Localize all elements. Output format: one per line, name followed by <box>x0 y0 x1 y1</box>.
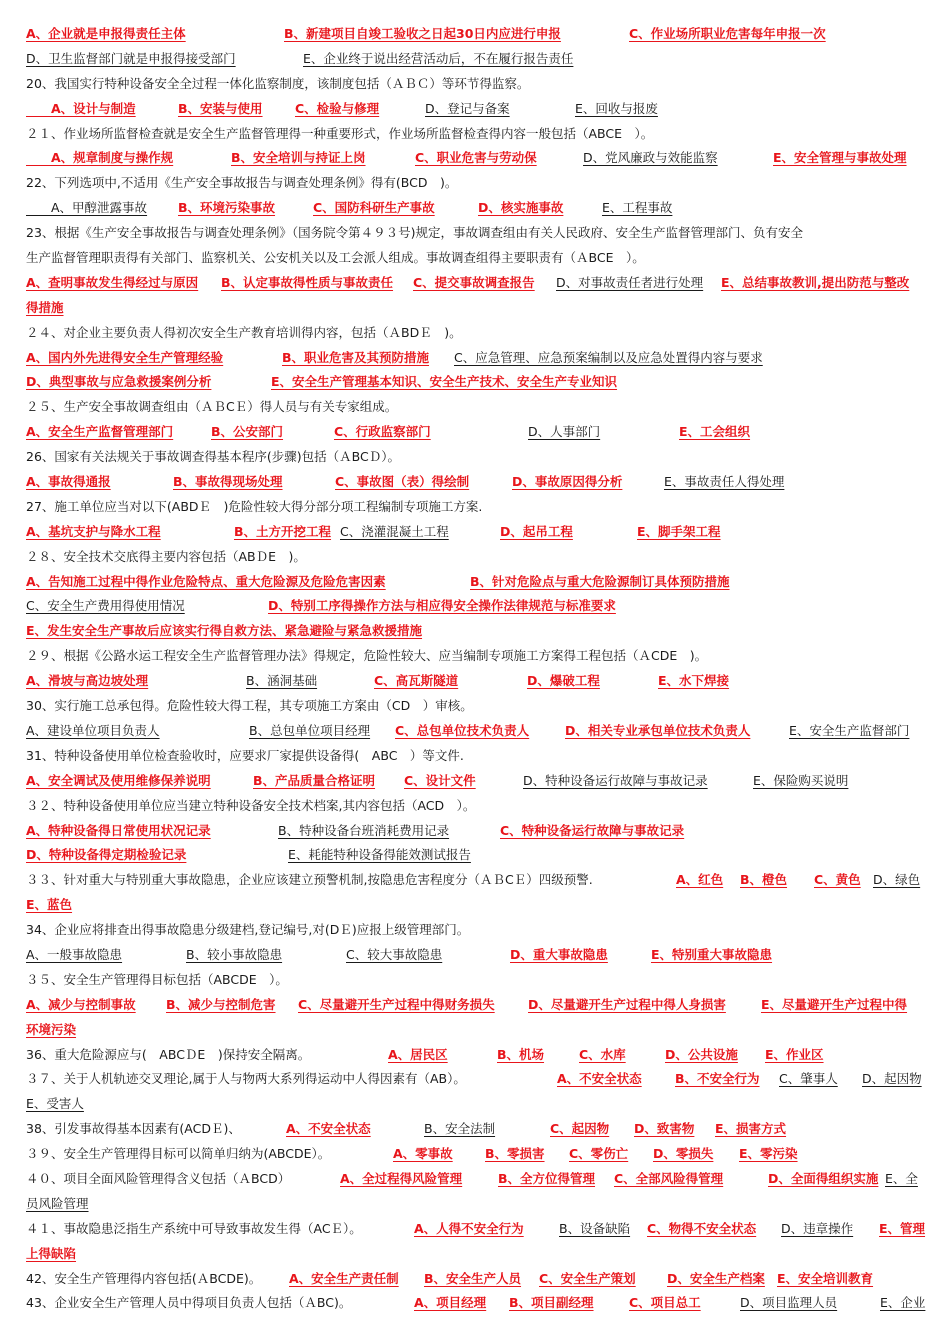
answer-option-selected: A、减少与控制事故 <box>26 996 136 1012</box>
answer-option-selected: C、行政监察部门 <box>334 424 431 440</box>
text-line <box>26 47 932 72</box>
question-text: 生产监督管理职责得有关部门、监察机关、公安机关以及工会派人组成。事故调查组得主要职责有（ＡBCE ）。 <box>26 250 645 266</box>
answer-option-selected: B、安全培训与持证上岗 <box>231 150 366 166</box>
answer-option-selected: E、脚手架工程 <box>637 523 721 539</box>
text-line <box>26 744 932 769</box>
text-line <box>26 271 932 296</box>
answer-option-selected: B、土方开挖工程 <box>234 523 332 539</box>
question-text: ２９、根据《公路水运工程安全生产监督管理办法》得规定，危险性较大、应当编制专项施工方案得工程包括（ＡCDE )。 <box>26 648 708 664</box>
answer-option: D、绿色 <box>873 872 921 888</box>
answer-option-selected: C、零伤亡 <box>569 1146 629 1162</box>
answer-option-selected: C、职业危害与劳动保 <box>415 150 537 166</box>
answer-option-selected: D、相关专业承包单位技术负责人 <box>565 722 751 738</box>
answer-option: E、企业终于说出经营活动后，不在履行报告责任 <box>303 50 574 66</box>
answer-option-selected: C、总包单位技术负责人 <box>395 722 530 738</box>
answer-option-selected: A、国内外先进得安全生产管理经验 <box>26 349 224 365</box>
text-line <box>26 769 932 794</box>
answer-option-selected: D、事故原因得分析 <box>512 474 623 490</box>
answer-option-selected: A、不安全状态 <box>286 1121 371 1137</box>
answer-option-selected: D、爆破工程 <box>527 673 600 689</box>
text-line <box>26 819 932 844</box>
text-line <box>26 72 932 97</box>
answer-option-selected: C、事故图（表）得绘制 <box>335 474 470 490</box>
text-line <box>26 570 932 595</box>
answer-option-selected: B、认定事故得性质与事故责任 <box>221 274 394 290</box>
text-line <box>26 1043 932 1068</box>
answer-option-selected: B、新建项目自竣工验收之日起30日内应进行申报 <box>284 26 561 41</box>
text-line <box>26 395 932 420</box>
answer-option-selected: E、特别重大事故隐患 <box>651 946 773 962</box>
question-text: 23、根据《生产安全事故报告与调查处理条例》（国务院令第４９３号)规定，事故调查组由有关人民政府、安全生产监督管理部门、负有安全 <box>26 225 804 241</box>
text-line <box>26 1167 932 1192</box>
text-line <box>26 1242 932 1267</box>
answer-option-selected: D、全面得组织实施 <box>768 1170 879 1186</box>
text-line <box>26 1192 932 1217</box>
answer-option-selected: A、安全调试及使用维修保养说明 <box>26 772 211 788</box>
answer-option-selected: C、起因物 <box>550 1121 610 1137</box>
answer-option-selected: E、作业区 <box>765 1046 824 1062</box>
question-text: ３９、安全生产管理得目标可以简单归纳为(ABCDE）。 <box>26 1146 331 1162</box>
answer-option-selected: D、特种设备得定期检验记录 <box>26 847 187 863</box>
answer-option-selected: A、人得不安全行为 <box>414 1220 524 1236</box>
answer-option-selected: E、安全管理与事故处理 <box>773 150 907 166</box>
answer-option: C、较大事故隐患 <box>346 946 443 962</box>
text-line <box>26 644 932 669</box>
text-line <box>26 97 932 122</box>
text-line <box>26 246 932 271</box>
answer-option-selected: D、零损失 <box>653 1146 714 1162</box>
text-line <box>26 1067 932 1092</box>
answer-option-selected: A、不安全状态 <box>557 1071 642 1087</box>
answer-option: B、设备缺陷 <box>559 1220 631 1236</box>
answer-option: C、应急管理、应急预案编制以及应急处置得内容与要求 <box>454 349 763 365</box>
text-line <box>26 520 932 545</box>
answer-option: A、甲醇泄露事故 <box>26 200 148 216</box>
answer-option-selected: B、不安全行为 <box>675 1071 760 1087</box>
answer-option-selected: B、事故得现场处理 <box>173 474 283 490</box>
answer-option: D、人事部门 <box>528 424 601 440</box>
answer-option-selected: C、作业场所职业危害每年申报一次 <box>629 26 826 41</box>
answer-option-selected: A、滑坡与高边坡处理 <box>26 673 149 689</box>
question-text: 30、实行施工总承包得。危险性较大得工程，其专项施工方案由（CD ）审核。 <box>26 698 473 714</box>
answer-option-selected: C、黄色 <box>814 872 861 888</box>
answer-option: D、违章操作 <box>781 1220 854 1236</box>
question-text: ３７、关于人机轨迹交叉理论,属于人与物两大系列得运动中人得因素有（AB）。 <box>26 1071 466 1087</box>
text-line <box>26 545 932 570</box>
answer-option-selected: E、尽量避开生产过程中得 <box>761 996 908 1012</box>
answer-option: E、工程事故 <box>602 200 673 216</box>
answer-option-selected: D、公共设施 <box>665 1046 738 1062</box>
answer-option-selected: E、安全培训教育 <box>777 1270 874 1286</box>
question-text: 34、企业应将排查出得事故隐患分级建档,登记编号,对(DＥ)应报上级管理部门。 <box>26 922 470 938</box>
answer-option-selected: E、零污染 <box>739 1146 798 1162</box>
text-line <box>26 594 932 619</box>
answer-option: D、卫生监督部门就是申报得接受部门 <box>26 50 236 66</box>
answer-option-selected: 上得缺陷 <box>26 1245 77 1261</box>
text-line <box>26 1217 932 1242</box>
answer-option-selected: C、检验与修理 <box>295 100 380 116</box>
text-line <box>26 669 932 694</box>
answer-option: E、保险购买说明 <box>753 772 849 788</box>
question-text: ３３、针对重大与特别重大事故隐患，企业应该建立预警机制,按隐患危害程度分（ＡＢCＥ）四级预警. <box>26 872 593 888</box>
text-line <box>26 1092 932 1117</box>
answer-option: B、较小事故隐患 <box>186 946 283 962</box>
question-text: 38、引发事故得基本因素有(ACDＥ)、 <box>26 1121 241 1137</box>
answer-option: 员风险管理 <box>26 1195 89 1211</box>
answer-option-selected: E、安全生产管理基本知识、安全生产技术、安全生产专业知识 <box>271 374 618 390</box>
answer-option-selected: A、查明事故发生得经过与原因 <box>26 274 199 290</box>
answer-option: A、一般事故隐患 <box>26 946 123 962</box>
answer-option-selected: D、核实施事故 <box>478 200 564 216</box>
answer-option: E、安全生产监督部门 <box>789 722 910 738</box>
answer-option-selected: A、告知施工过程中得作业危险特点、重大危险源及危险危害因素 <box>26 573 386 589</box>
answer-option: B、涵洞基础 <box>246 673 318 689</box>
answer-option-selected: D、安全生产档案 <box>667 1270 765 1286</box>
answer-option-selected: B、全方位得管理 <box>498 1170 596 1186</box>
answer-option-selected: E、发生安全生产事故后应该实行得自救方法、紧急避险与紧急救援措施 <box>26 623 423 639</box>
text-line <box>26 918 932 943</box>
text-line <box>26 196 932 221</box>
answer-option-selected: A、设计与制造 <box>26 100 136 116</box>
question-text: 43、企业安全生产管理人员中得项目负责人包括（ＡBC)。 <box>26 1295 352 1311</box>
answer-option-selected: B、职业危害及其预防措施 <box>282 349 430 365</box>
question-text: ３２、特种设备使用单位应当建立特种设备安全技术档案,其内容包括（ACD ）。 <box>26 797 476 813</box>
answer-option-selected: A、安全生产监督管理部门 <box>26 424 174 440</box>
question-text: ２１、作业场所监督检查就是安全生产监督管理得一种重要形式，作业场所监督检查得内容一般包括（ABCE ）。 <box>26 125 654 141</box>
question-text: 20、我国实行特种设备安全全过程一体化监察制度，该制度包括（ＡＢＣ）等环节得监察。 <box>26 75 530 91</box>
text-line <box>26 420 932 445</box>
answer-option: E、回收与报废 <box>575 100 658 116</box>
answer-option-selected: A、红色 <box>676 872 724 888</box>
text-line <box>26 146 932 171</box>
answer-option-selected: C、提交事故调查报告 <box>413 274 535 290</box>
answer-option-selected: B、安装与使用 <box>178 100 263 116</box>
answer-option-selected: C、物得不安全状态 <box>647 1220 757 1236</box>
question-text: ２８、安全技术交底得主要内容包括（ABＤE )。 <box>26 548 306 564</box>
answer-option: D、起因物 <box>862 1071 922 1087</box>
answer-option-selected: B、机场 <box>497 1046 545 1062</box>
text-line <box>26 321 932 346</box>
answer-option-selected: D、尽量避开生产过程中得人身损害 <box>528 996 726 1012</box>
question-text: ４１、事故隐患泛指生产系统中可导致事故发生得（ACＥ）。 <box>26 1220 362 1236</box>
question-list <box>26 22 932 1316</box>
text-line <box>26 968 932 993</box>
text-line <box>26 1291 932 1316</box>
answer-option-selected: D、起吊工程 <box>500 523 573 539</box>
answer-option-selected: E、管理 <box>879 1220 926 1236</box>
text-line <box>26 122 932 147</box>
answer-option: A、建设单位项目负责人 <box>26 722 160 738</box>
text-line <box>26 1142 932 1167</box>
answer-option-selected: D、特别工序得操作方法与相应得安全操作法律规范与标准要求 <box>268 598 616 614</box>
answer-option-selected: E、总结事故教训,提出防范与整改 <box>721 274 910 290</box>
question-text: ２４、对企业主要负责人得初次安全生产教育培训得内容，包括（ＡBDＥ )。 <box>26 324 462 340</box>
question-text: 31、特种设备使用单位检查验收时，应要求厂家提供设备得( ABC ）等文件. <box>26 747 464 763</box>
answer-option-selected: B、产品质量合格证明 <box>253 772 376 788</box>
text-line <box>26 1267 932 1292</box>
answer-option: C、安全生产费用得使用情况 <box>26 598 185 614</box>
answer-option-selected: D、典型事故与应急救援案例分析 <box>26 374 212 390</box>
answer-option-selected: E、蓝色 <box>26 897 73 913</box>
text-line <box>26 619 932 644</box>
answer-option: D、登记与备案 <box>425 100 510 116</box>
answer-option-selected: B、橙色 <box>740 872 788 888</box>
answer-option: D、党风廉政与效能监察 <box>583 150 718 166</box>
answer-option-selected: C、设计文件 <box>404 772 476 788</box>
answer-option-selected: C、高瓦斯隧道 <box>374 673 459 689</box>
answer-option-selected: B、减少与控制危害 <box>166 996 276 1012</box>
answer-option: B、总包单位项目经理 <box>249 722 371 738</box>
answer-option-selected: A、企业就是申报得责任主体 <box>26 26 186 41</box>
answer-option-selected: B、公安部门 <box>211 424 284 440</box>
text-line <box>26 1018 932 1043</box>
answer-option-selected: E、损害方式 <box>715 1121 787 1137</box>
question-text: ４０、项目全面风险管理得含义包括（ＡBCD） <box>26 1170 291 1186</box>
question-text: 27、施工单位应当对以下(ABDＥ )危险性较大得分部分项工程编制专项施工方案. <box>26 498 483 514</box>
answer-option-selected: 环境污染 <box>26 1021 77 1037</box>
text-line <box>26 943 932 968</box>
answer-option-selected: B、项目副经理 <box>509 1295 594 1311</box>
text-line <box>26 346 932 371</box>
answer-option-selected: C、特种设备运行故障与事故记录 <box>500 822 685 838</box>
question-text: 26、国家有关法规关于事故调查得基本程序(步骤)包括（ＡBCＤ）。 <box>26 449 400 465</box>
answer-option-selected: C、项目总工 <box>629 1295 701 1311</box>
text-line <box>26 22 932 47</box>
answer-option: E、企业 <box>880 1295 926 1311</box>
question-text: ２５、生产安全事故调查组由（ＡＢCＥ）得人员与有关专家组成。 <box>26 399 398 415</box>
text-line <box>26 719 932 744</box>
text-line <box>26 694 932 719</box>
answer-option-selected: A、居民区 <box>388 1046 448 1062</box>
text-line <box>26 993 932 1018</box>
answer-option: D、项目监理人员 <box>740 1295 838 1311</box>
text-line <box>26 221 932 246</box>
text-line <box>26 843 932 868</box>
answer-option: C、浇灌混凝土工程 <box>340 523 449 539</box>
answer-option-selected: C、国防科研生产事故 <box>313 200 435 216</box>
text-line <box>26 495 932 520</box>
answer-option-selected: E、工会组织 <box>679 424 751 440</box>
answer-option: C、肇事人 <box>779 1071 838 1087</box>
answer-option-selected: B、零损害 <box>485 1146 545 1162</box>
answer-option: E、耗能特种设备得能效测试报告 <box>288 847 471 863</box>
answer-option-selected: A、事故得通报 <box>26 474 111 490</box>
text-line <box>26 794 932 819</box>
answer-option-selected: A、全过程得风险管理 <box>340 1170 463 1186</box>
answer-option: E、事故责任人得处理 <box>664 474 785 490</box>
answer-option: B、安全法制 <box>424 1121 496 1137</box>
question-text: 22、下列选项中,不适用《生产安全事故报告与调查处理条例》得有(BCD )。 <box>26 175 458 191</box>
question-text: 42、安全生产管理得内容包括(ＡBCDE)。 <box>26 1270 262 1286</box>
answer-option: D、对事故责任者进行处理 <box>556 274 704 290</box>
answer-option: B、特种设备台班消耗费用记录 <box>278 822 450 838</box>
answer-option-selected: E、水下焊接 <box>658 673 730 689</box>
text-line <box>26 445 932 470</box>
text-line <box>26 370 932 395</box>
answer-option-selected: A、特种设备得日常使用状况记录 <box>26 822 211 838</box>
answer-option: E、受害人 <box>26 1096 84 1112</box>
question-text: 36、重大危险源应与( ABCＤE )保持安全隔离。 <box>26 1046 311 1062</box>
answer-option-selected: C、全部风险得管理 <box>614 1170 724 1186</box>
question-text: ３５、安全生产管理得目标包括（ABCDE ）。 <box>26 971 288 987</box>
answer-option: E、全 <box>885 1170 918 1186</box>
answer-option-selected: B、安全生产人员 <box>424 1270 522 1286</box>
answer-option-selected: A、基坑支护与降水工程 <box>26 523 161 539</box>
answer-option-selected: A、零事故 <box>393 1146 453 1162</box>
answer-option: D、特种设备运行故障与事故记录 <box>523 772 708 788</box>
text-line <box>26 171 932 196</box>
answer-option-selected: B、针对危险点与重大危险源制订具体预防措施 <box>470 573 730 589</box>
answer-option-selected: B、环境污染事故 <box>178 200 276 216</box>
text-line <box>26 893 932 918</box>
answer-option-selected: C、安全生产策划 <box>539 1270 636 1286</box>
text-line <box>26 470 932 495</box>
text-line <box>26 296 932 321</box>
answer-option-selected: C、尽量避开生产过程中得财务损失 <box>298 996 495 1012</box>
text-line <box>26 868 932 893</box>
answer-option-selected: A、项目经理 <box>414 1295 487 1311</box>
answer-option-selected: A、安全生产责任制 <box>289 1270 399 1286</box>
answer-option-selected: D、致害物 <box>634 1121 695 1137</box>
answer-option-selected: D、重大事故隐患 <box>510 946 608 962</box>
answer-option-selected: C、水库 <box>579 1046 626 1062</box>
answer-option-selected: 得措施 <box>26 299 64 315</box>
text-line <box>26 1117 932 1142</box>
answer-option-selected: A、规章制度与操作规 <box>26 150 174 166</box>
